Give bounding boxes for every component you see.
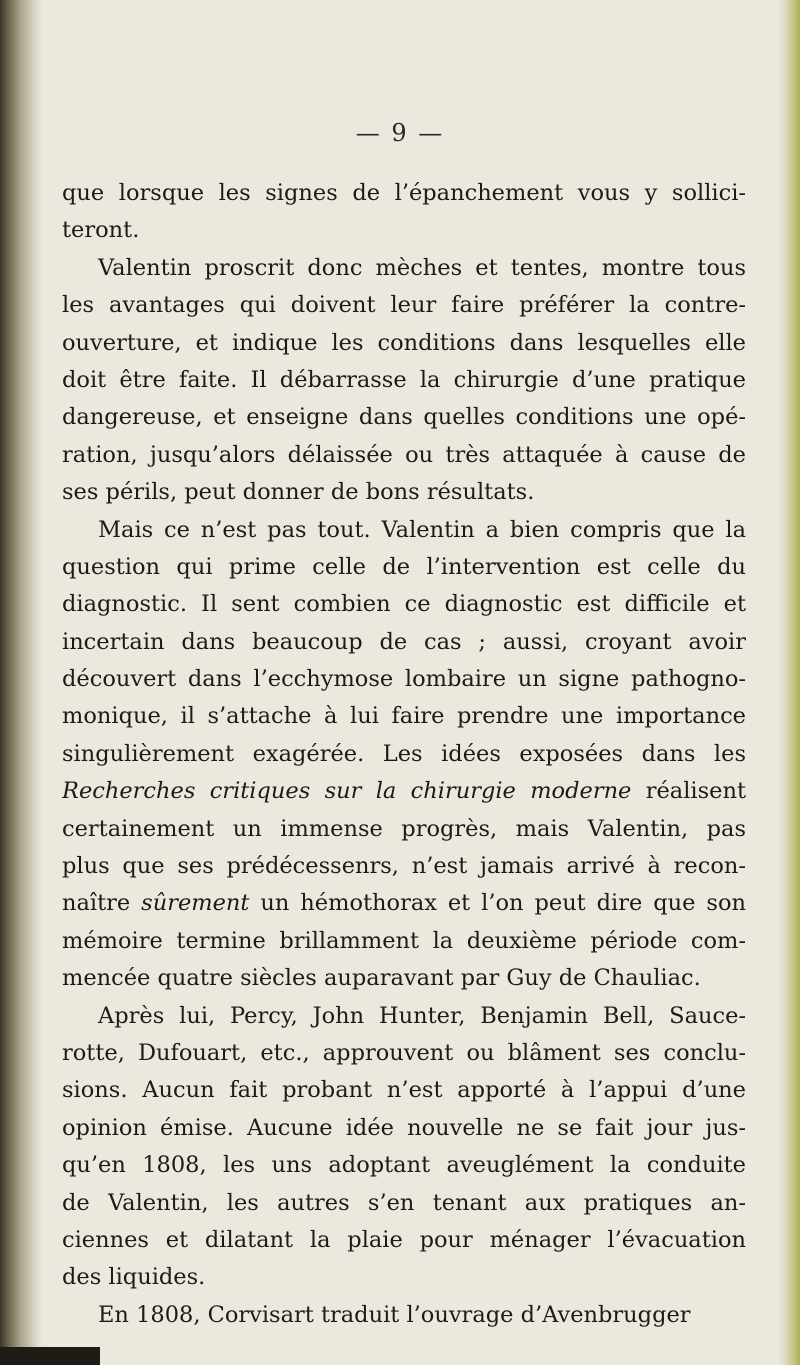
text-line: qu’en 1808, les uns adoptant aveuglément la conduite [62, 1152, 746, 1179]
text-line: les avantages qui doivent leur faire préférer la contre- [62, 292, 746, 319]
text-line: Valentin proscrit donc mèches et tentes, montre tous [98, 254, 746, 281]
emphasis-italic: sûrement [141, 890, 250, 917]
text-span: réalisent [631, 778, 746, 805]
body-text [62, 175, 746, 1334]
text-line [62, 773, 746, 810]
text-line: certainement un immense progrès, mais Valentin, pas [62, 815, 746, 842]
text-line: découvert dans l’ecchymose lombaire un signe pathogno- [62, 666, 746, 693]
text-line: teront. [62, 217, 140, 244]
text-line: que lorsque les signes de l’épanchement vous y sollici- [62, 180, 746, 206]
text-line: diagnostic. Il sent combien ce diagnostic est difficile et [62, 591, 746, 618]
text-line: sions. Aucun fait probant n’est apporté à l’appui d’une [62, 1077, 746, 1104]
text-line: mémoire termine brillamment la deuxième période com- [62, 927, 746, 954]
text-line: incertain dans beaucoup de cas ; aussi, croyant avoir [62, 628, 746, 655]
text-line: des liquides. [62, 1264, 206, 1291]
text-line: doit être faite. Il débarrasse la chirurgie d’une pratique [62, 366, 746, 393]
text-line: monique, il s’attache à lui faire prendre une importance [62, 703, 746, 730]
page-number: — 9 — [355, 119, 445, 147]
page-right-edge [778, 0, 800, 1365]
text-line: plus que ses prédécessenrs, n’est jamais arrivé à recon- [62, 853, 746, 880]
text-line: de Valentin, les autres s’en tenant aux pratiques an- [62, 1189, 746, 1216]
text-line: rotte, Dufouart, etc., approuvent ou blâment ses conclu- [62, 1039, 746, 1066]
book-title-italic: Recherches critiques sur la chirurgie moderne [62, 778, 632, 805]
text-line: Après lui, Percy, John Hunter, Benjamin Bell, Sauce- [98, 1002, 746, 1029]
scan-shadow [0, 1347, 100, 1365]
text-line: ses périls, peut donner de bons résultats. [62, 479, 535, 506]
text-line: ciennes et dilatant la plaie pour ménager l’évacuation [62, 1226, 746, 1253]
text-line: ration, jusqu’alors délaissée ou très attaquée à cause de [62, 441, 746, 468]
text-line: mencée quatre siècles auparavant par Guy de Chauliac. [62, 965, 701, 992]
text-span: naître [62, 890, 142, 917]
text-line: singulièrement exagérée. Les idées exposées dans les [62, 740, 746, 767]
text-line: dangereuse, et enseigne dans quelles conditions une opé- [62, 404, 746, 431]
text-line: opinion émise. Aucune idée nouvelle ne se fait jour jus- [62, 1114, 746, 1141]
text-line: question qui prime celle de l’intervention est celle du [62, 553, 746, 580]
text-line: Mais ce n’est pas tout. Valentin a bien compris que la [98, 516, 746, 543]
text-span: un hémothorax et l’on peut dire que son [249, 890, 746, 917]
text-line: ouverture, et indique les conditions dans lesquelles elle [62, 329, 746, 356]
text-line [62, 885, 746, 922]
text-line: En 1808, Corvisart traduit l’ouvrage d’Avenbrugger [98, 1301, 691, 1328]
page-binding-edge [0, 0, 42, 1365]
